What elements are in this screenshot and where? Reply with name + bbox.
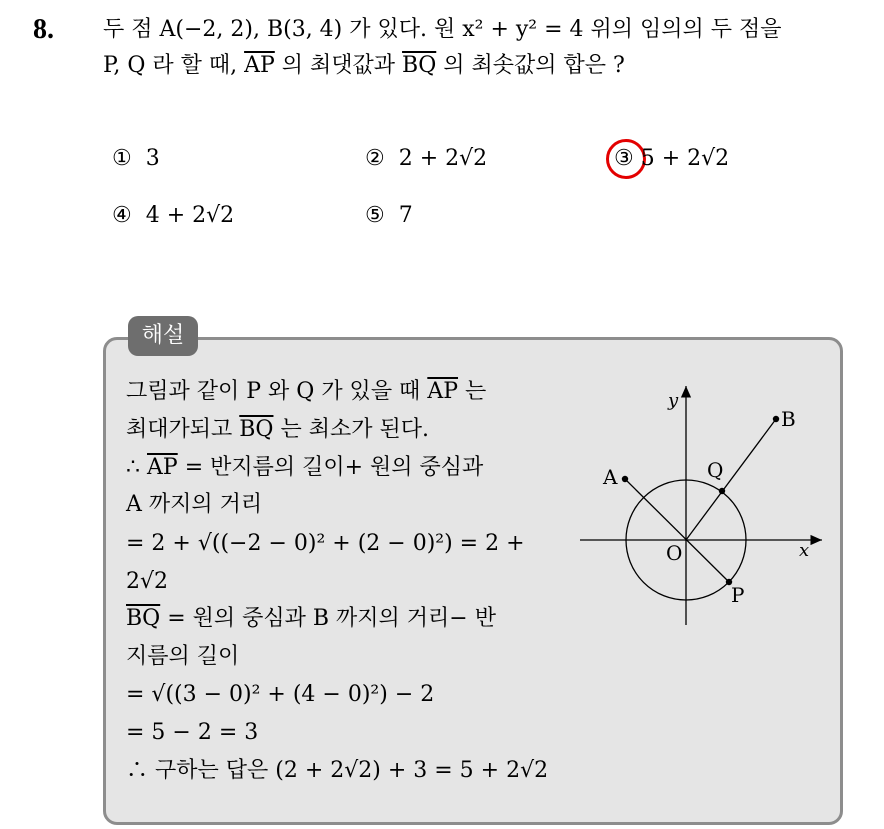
choice-text: 5 + 2√2 [640, 146, 730, 171]
point-b-label: B [781, 407, 796, 431]
segment-bq: $\overline{BQ}$ [402, 53, 437, 78]
solution-line-6: 2√2 [126, 569, 169, 594]
segment-bq: $\overline{BQ}$ [126, 606, 161, 631]
choice-text: 2 + 2√2 [398, 146, 488, 171]
solution-text: = 반지름의 길이+ 원의 중심과 [177, 455, 484, 480]
solution-line-5: = 2 + √((−2 − 0)² + (2 − 0)²) = 2 + [126, 531, 525, 556]
point-a-label: A [603, 465, 618, 489]
solution-tab: 해설 [128, 316, 198, 356]
circle-diagram [570, 380, 832, 630]
choice-marker: ④ [112, 203, 132, 228]
solution-text: 최대가되고 [126, 417, 240, 442]
question-number: 8. [33, 14, 54, 45]
choice-marker: ⑤ [365, 203, 385, 228]
choice-3[interactable] [614, 145, 729, 173]
choice-5[interactable] [365, 202, 413, 230]
question-text: 의 최솟값의 합은 ? [436, 53, 625, 78]
question-line-1: 두 점 A(−2, 2), B(3, 4) 가 있다. 원 x² + y² = 4 위의 임의의 두 점을 [103, 17, 782, 42]
line-bq [686, 419, 776, 540]
solution-text: ∴ [126, 455, 147, 480]
solution-text: 는 최소가 된다. [273, 417, 429, 442]
question-line-2 [103, 52, 625, 80]
question-text: P, Q 라 할 때, [103, 53, 245, 78]
choice-1[interactable] [112, 145, 160, 173]
choice-4[interactable] [112, 202, 234, 230]
x-axis-label: x [799, 540, 810, 561]
solution-line-4: A 까지의 거리 [126, 492, 263, 517]
solution-line-7 [126, 605, 496, 633]
point-a [622, 476, 628, 482]
segment-ap: $\overline{AP}$ [427, 379, 459, 404]
origin-label: O [666, 541, 683, 565]
choice-marker: ③ [614, 146, 634, 171]
choice-marker: ① [112, 146, 132, 171]
question-text: 의 최댓값과 [274, 53, 403, 78]
point-q [719, 488, 725, 494]
point-q-label: Q [707, 458, 724, 482]
line-ap [625, 479, 730, 583]
solution-line-3 [126, 454, 483, 482]
solution-line-10: = 5 − 2 = 3 [126, 720, 259, 745]
point-b [773, 416, 779, 422]
solution-line-9: = √((3 − 0)² + (4 − 0)²) − 2 [126, 682, 435, 707]
choice-text: 7 [398, 203, 413, 228]
solution-text: = 원의 중심과 B 까지의 거리− 반 [160, 606, 496, 631]
solution-line-8: 지름의 길이 [126, 644, 240, 669]
segment-bq: $\overline{BQ}$ [239, 417, 274, 442]
y-axis-label: y [668, 390, 679, 411]
segment-ap: $\overline{AP}$ [244, 53, 275, 78]
segment-ap: $\overline{AP}$ [147, 455, 178, 480]
choice-text: 3 [145, 146, 160, 171]
solution-text: 그림과 같이 P 와 Q 가 있을 때 [126, 379, 428, 404]
solution-line-2 [126, 416, 429, 444]
solution-text: 는 [458, 379, 487, 404]
solution-line-1 [126, 378, 486, 406]
choice-marker: ② [365, 146, 385, 171]
solution-line-11: ∴ 구하는 답은 (2 + 2√2) + 3 = 5 + 2√2 [126, 758, 549, 783]
choice-text: 4 + 2√2 [145, 203, 235, 228]
point-p-label: P [731, 583, 745, 607]
choice-2[interactable] [365, 145, 487, 173]
